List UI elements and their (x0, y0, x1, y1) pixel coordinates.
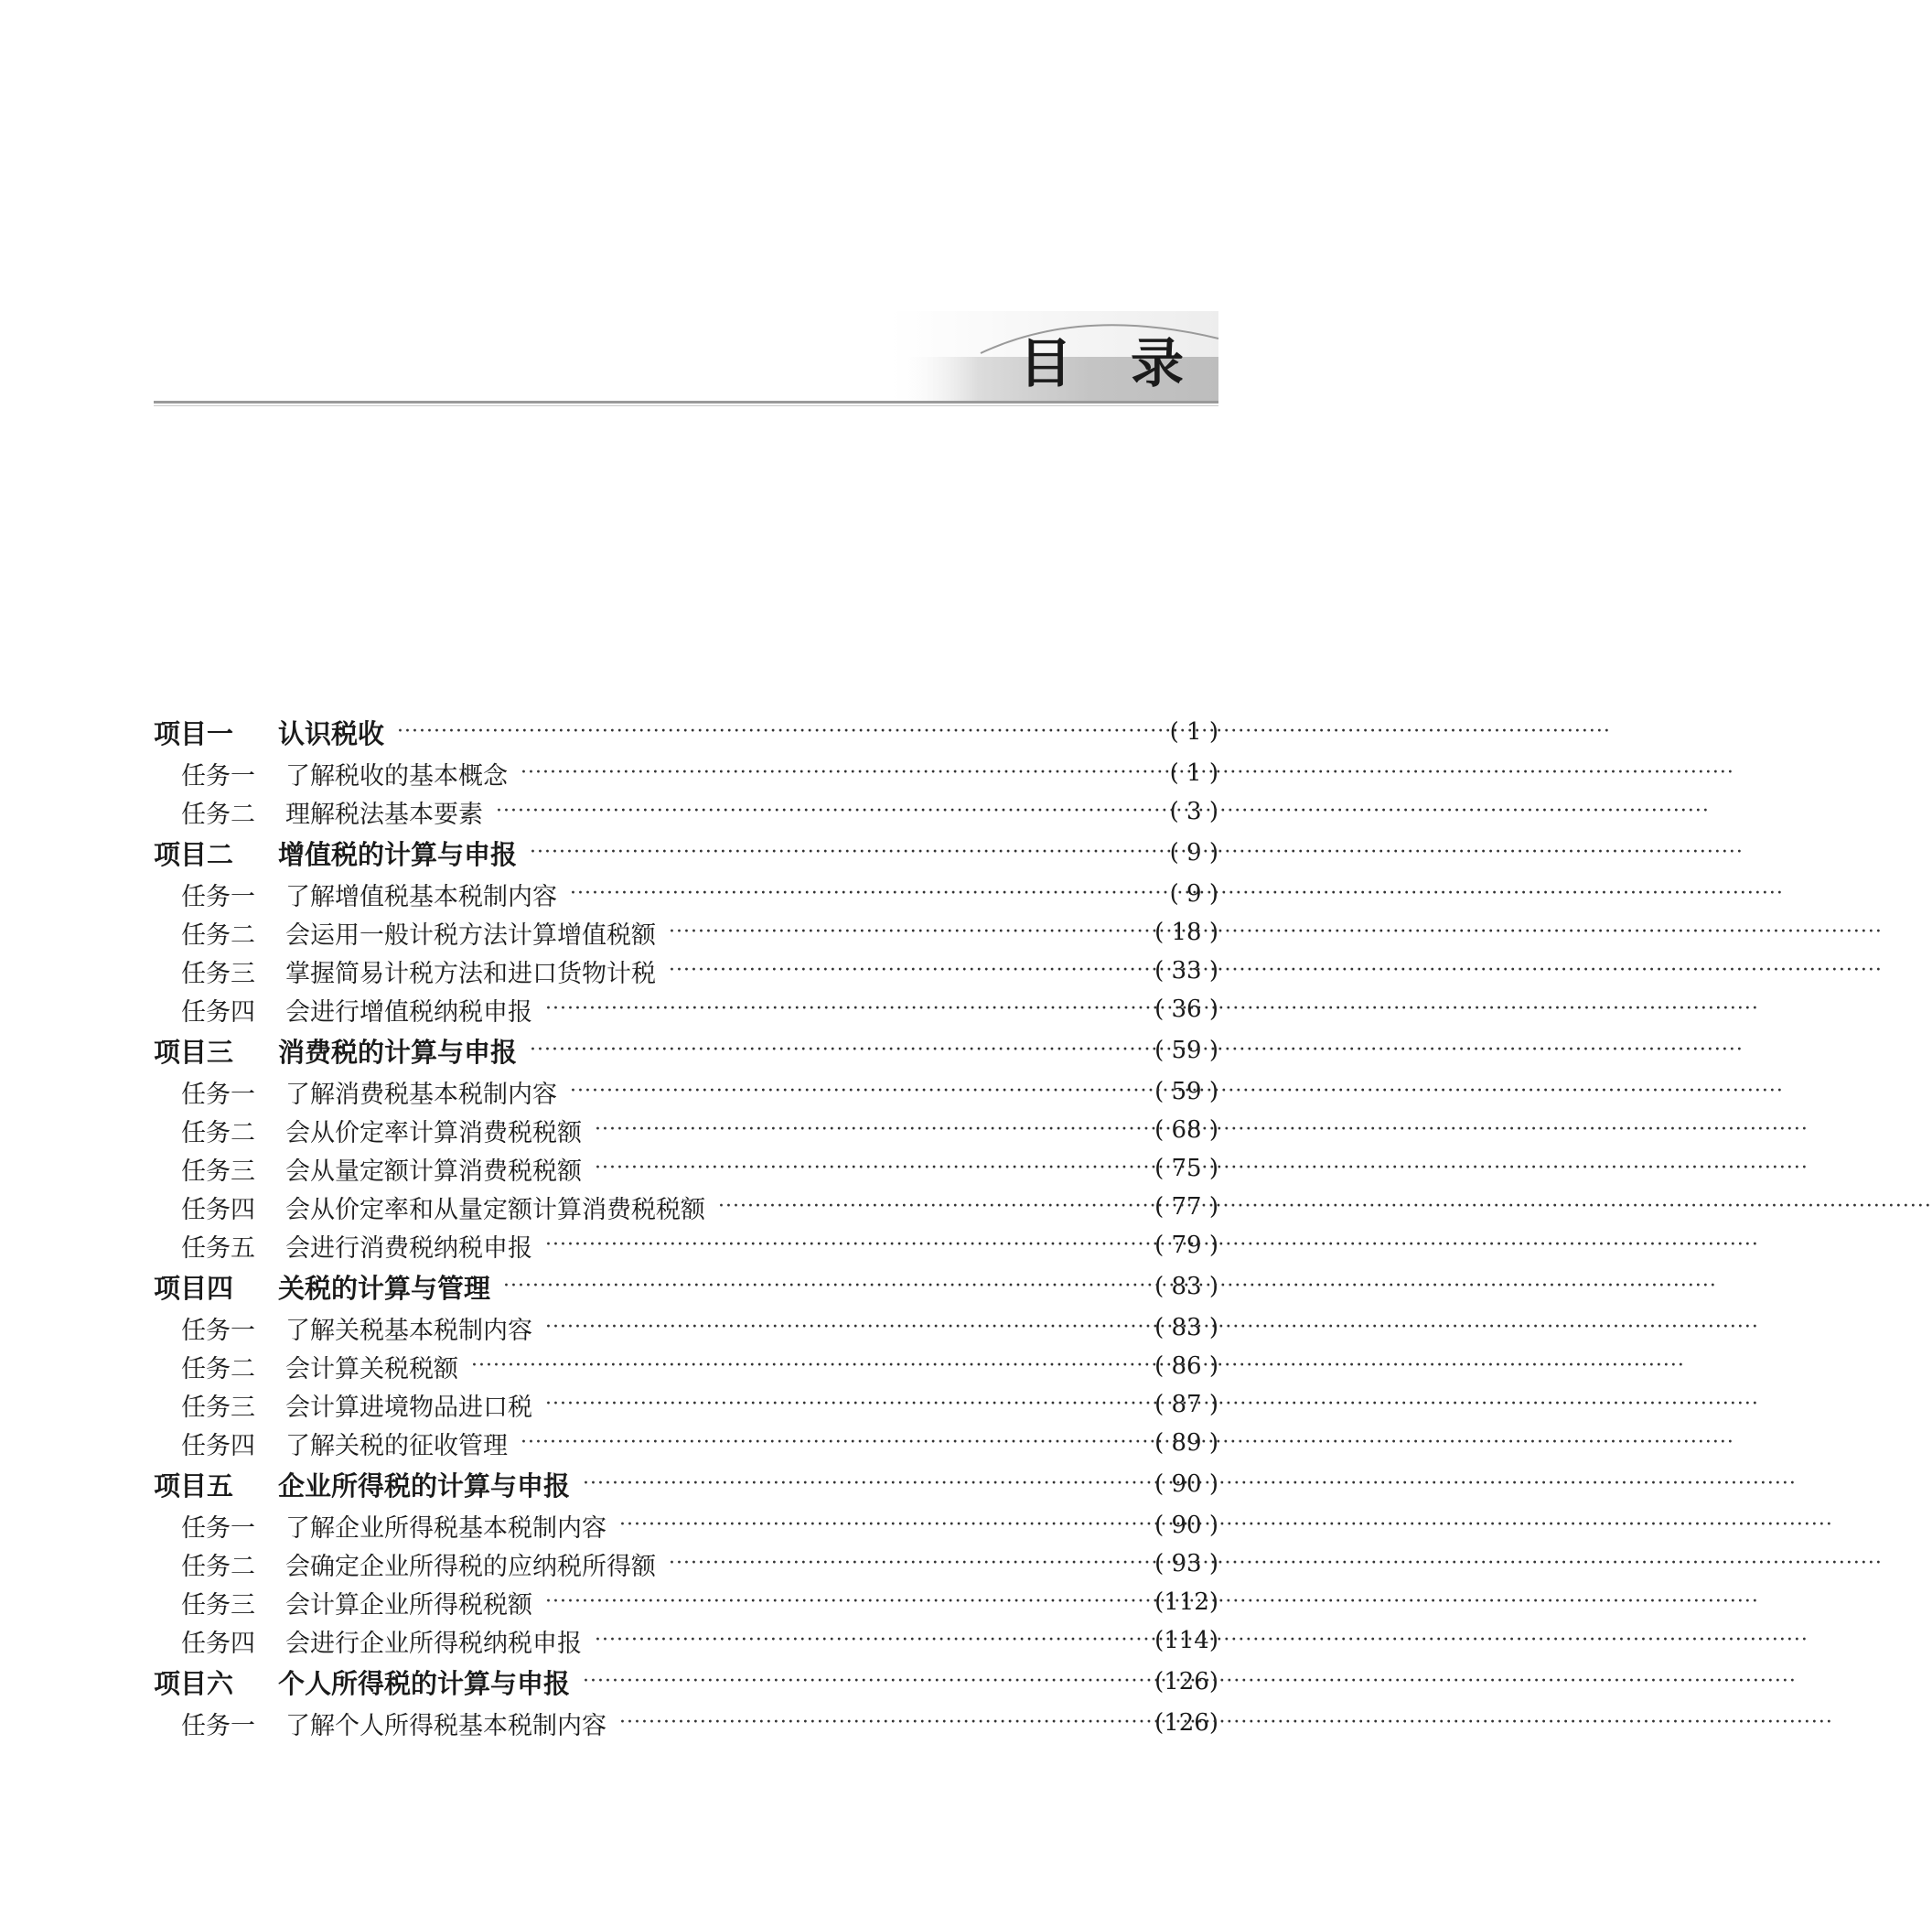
section-title: 理解税法基本要素 (285, 800, 483, 829)
page-number: (126) (1154, 1709, 1218, 1737)
chapter-number: 项目六 (154, 1667, 234, 1699)
section-title: 会运用一般计税方法计算增值税额 (285, 920, 656, 950)
dot-leader (595, 1116, 1138, 1144)
dot-leader (496, 798, 1138, 825)
dot-leader (545, 1314, 1138, 1341)
section-title: 会从价定率和从量定额计算消费税税额 (285, 1195, 705, 1224)
dot-leader (521, 1429, 1138, 1457)
page-number: ( 33 ) (1154, 957, 1218, 985)
toc-section-row[interactable] (154, 1621, 1218, 1660)
section-number: 任务五 (181, 1233, 255, 1263)
page-number: ( 75 ) (1154, 1155, 1218, 1182)
section-number: 任务四 (181, 1629, 255, 1658)
toc-chapter-row[interactable] (154, 831, 1218, 875)
section-title: 会确定企业所得税的应纳税所得额 (285, 1552, 656, 1581)
table-of-contents (154, 710, 1218, 1742)
toc-section-row[interactable] (154, 792, 1218, 831)
page-number: ( 3 ) (1169, 798, 1218, 825)
dot-leader (530, 1037, 1138, 1064)
header-decoration (889, 311, 1242, 401)
chapter-number: 项目五 (154, 1469, 234, 1502)
page-number: (112) (1154, 1588, 1218, 1616)
page-number: ( 59 ) (1154, 1078, 1218, 1105)
toc-section-row[interactable] (154, 1149, 1218, 1188)
page-number: ( 79 ) (1154, 1232, 1218, 1259)
toc-section-row[interactable] (154, 754, 1218, 792)
section-title: 了解消费税基本税制内容 (285, 1080, 557, 1109)
header-rule-thin (154, 405, 1218, 406)
chapter-title: 企业所得税的计算与申报 (278, 1469, 571, 1502)
section-title: 会从价定率计算消费税税额 (285, 1118, 582, 1147)
section-title: 会进行企业所得税纳税申报 (285, 1629, 582, 1658)
page-number: ( 87 ) (1154, 1391, 1218, 1418)
section-title: 了解企业所得税基本税制内容 (285, 1513, 606, 1543)
section-number: 任务三 (181, 1590, 255, 1620)
chapter-number: 项目一 (154, 717, 234, 749)
page-number: ( 86 ) (1154, 1352, 1218, 1380)
page-number: ( 83 ) (1154, 1273, 1218, 1300)
dot-leader (530, 839, 1138, 867)
section-title: 会进行消费税纳税申报 (285, 1233, 532, 1263)
section-number: 任务一 (181, 1711, 255, 1740)
chapter-title: 增值税的计算与申报 (278, 838, 518, 870)
dot-leader (669, 919, 1138, 946)
chapter-number: 项目四 (154, 1272, 234, 1304)
section-number: 任务二 (181, 1354, 255, 1383)
dot-leader (545, 1588, 1138, 1616)
section-title: 掌握简易计税方法和进口货物计税 (285, 959, 656, 988)
dot-leader (619, 1709, 1138, 1737)
section-number: 任务二 (181, 920, 255, 950)
section-number: 任务四 (181, 1195, 255, 1224)
section-title: 会计算进境物品进口税 (285, 1393, 532, 1422)
page-number: ( 18 ) (1154, 919, 1218, 946)
section-title: 会进行增值税纳税申报 (285, 997, 532, 1027)
toc-section-row[interactable] (154, 1545, 1218, 1583)
section-number: 任务一 (181, 882, 255, 911)
page-number: ( 68 ) (1154, 1116, 1218, 1144)
section-number: 任务二 (181, 800, 255, 829)
section-number: 任务二 (181, 1118, 255, 1147)
toc-section-row[interactable] (154, 1111, 1218, 1149)
section-title: 会计算企业所得税税额 (285, 1590, 532, 1620)
chapter-title: 关税的计算与管理 (278, 1272, 491, 1304)
section-title: 会计算关税税额 (285, 1354, 458, 1383)
toc-chapter-row[interactable] (154, 1660, 1218, 1704)
dot-leader (545, 996, 1138, 1023)
toc-section-row[interactable] (154, 952, 1218, 990)
section-number: 任务三 (181, 959, 255, 988)
dot-leader (570, 880, 1138, 908)
page-number: ( 93 ) (1154, 1550, 1218, 1577)
dot-leader (545, 1391, 1138, 1418)
chapter-title: 消费税的计算与申报 (278, 1036, 518, 1068)
dot-leader (521, 759, 1138, 787)
toc-section-row[interactable] (154, 1385, 1218, 1424)
dot-leader (583, 1470, 1138, 1498)
toc-section-row[interactable] (154, 913, 1218, 952)
dot-leader (397, 718, 1138, 746)
section-number: 任务三 (181, 1157, 255, 1186)
page-number: ( 89 ) (1154, 1429, 1218, 1457)
section-title: 了解税收的基本概念 (285, 761, 508, 791)
dot-leader (619, 1512, 1138, 1539)
section-number: 任务一 (181, 1080, 255, 1109)
page-number: ( 59 ) (1154, 1037, 1218, 1064)
toc-chapter-row[interactable] (154, 1028, 1218, 1072)
page-number: (114) (1154, 1627, 1218, 1654)
page-number: ( 1 ) (1169, 759, 1218, 787)
toc-section-row[interactable] (154, 1583, 1218, 1621)
header-rule (154, 401, 1218, 404)
page-title: 目录 (1018, 332, 1242, 394)
page-number: ( 90 ) (1154, 1470, 1218, 1498)
dot-leader (669, 1550, 1138, 1577)
section-title: 了解关税的征收管理 (285, 1431, 508, 1460)
dot-leader (669, 957, 1138, 985)
section-number: 任务四 (181, 997, 255, 1027)
section-title: 了解个人所得税基本税制内容 (285, 1711, 606, 1740)
chapter-number: 项目三 (154, 1036, 234, 1068)
section-number: 任务一 (181, 761, 255, 791)
page-number: ( 1 ) (1169, 718, 1218, 746)
page-number: ( 77 ) (1154, 1193, 1218, 1221)
dot-leader (503, 1273, 1138, 1300)
chapter-title: 个人所得税的计算与申报 (278, 1667, 571, 1699)
toc-section-row[interactable] (154, 1424, 1218, 1462)
page-number: ( 83 ) (1154, 1314, 1218, 1341)
page-number: ( 9 ) (1169, 839, 1218, 867)
dot-leader (570, 1078, 1138, 1105)
section-title: 会从量定额计算消费税税额 (285, 1157, 582, 1186)
dot-leader (718, 1193, 1138, 1221)
toc-section-row[interactable] (154, 1308, 1218, 1347)
section-number: 任务三 (181, 1393, 255, 1422)
toc-section-row[interactable] (154, 990, 1218, 1028)
section-number: 任务一 (181, 1513, 255, 1543)
dot-leader (595, 1155, 1138, 1182)
toc-section-row[interactable] (154, 1072, 1218, 1111)
toc-section-row[interactable] (154, 1347, 1218, 1385)
page-header (154, 311, 1242, 412)
toc-section-row[interactable] (154, 1704, 1218, 1742)
toc-chapter-row[interactable] (154, 1265, 1218, 1308)
page-number: (126) (1154, 1668, 1218, 1695)
dot-leader (583, 1668, 1138, 1695)
toc-chapter-row[interactable] (154, 710, 1218, 754)
toc-section-row[interactable] (154, 875, 1218, 913)
dot-leader (595, 1627, 1138, 1654)
page-number: ( 9 ) (1169, 880, 1218, 908)
chapter-title: 认识税收 (278, 717, 385, 749)
section-title: 了解关税基本税制内容 (285, 1316, 532, 1345)
chapter-number: 项目二 (154, 838, 234, 870)
section-number: 任务四 (181, 1431, 255, 1460)
toc-section-row[interactable] (154, 1188, 1218, 1226)
page-number: ( 90 ) (1154, 1512, 1218, 1539)
section-number: 任务一 (181, 1316, 255, 1345)
page-number: ( 36 ) (1154, 996, 1218, 1023)
section-title: 了解增值税基本税制内容 (285, 882, 557, 911)
section-number: 任务二 (181, 1552, 255, 1581)
toc-chapter-row[interactable] (154, 1462, 1218, 1506)
toc-section-row[interactable] (154, 1226, 1218, 1265)
toc-section-row[interactable] (154, 1506, 1218, 1545)
dot-leader (471, 1352, 1138, 1380)
dot-leader (545, 1232, 1138, 1259)
